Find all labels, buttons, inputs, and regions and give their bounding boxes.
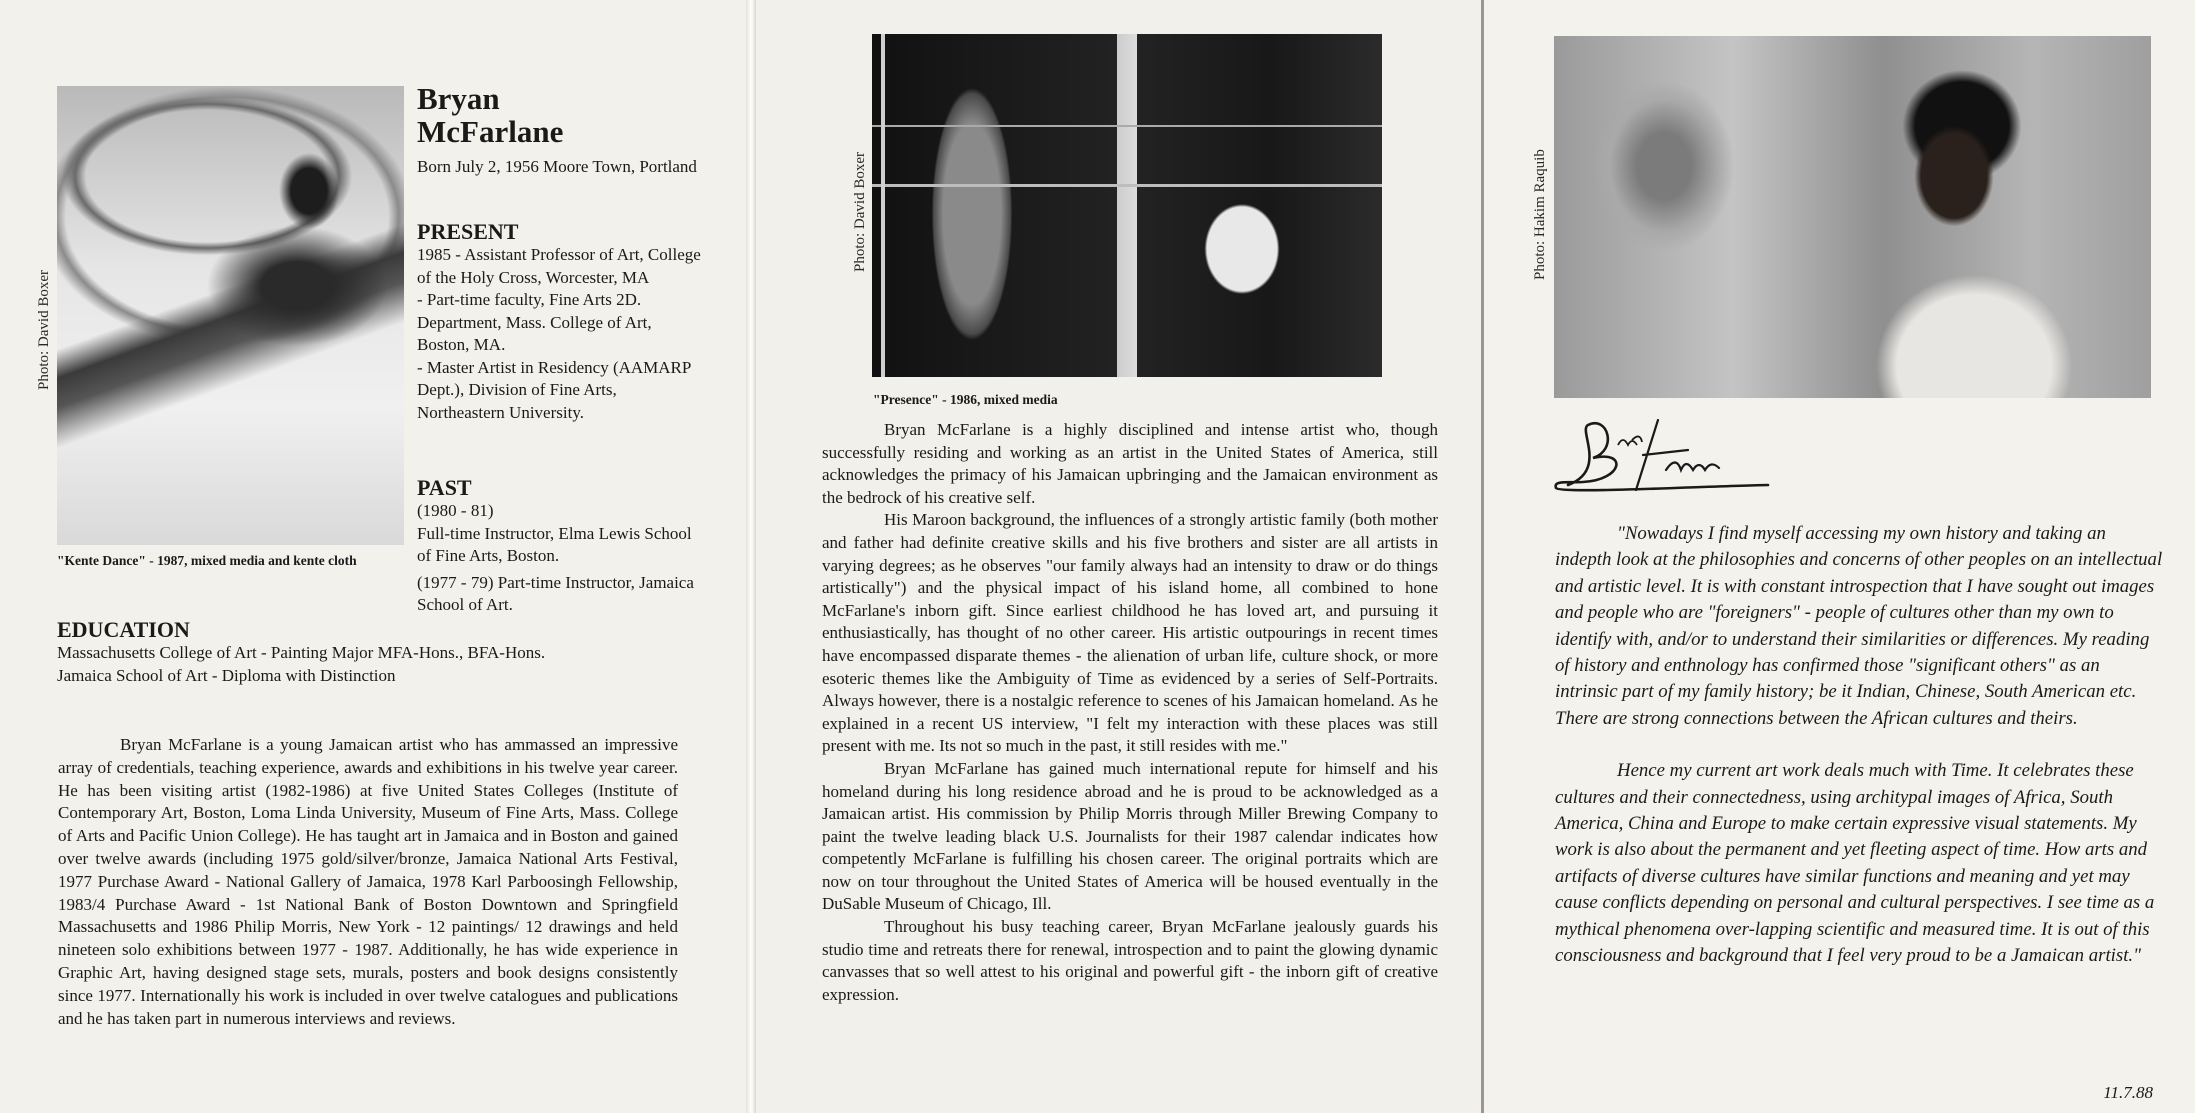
- paragraph: Throughout his busy teaching career, Bryan McFarlane jealously guards his studio time and retreats there for renewal, introspection and to paint the glowing dynamic canvasses that so well attest to his original and powerful gift - the inborn gift of creative expression.: [822, 917, 1438, 1004]
- present-section: [417, 220, 707, 424]
- present-item: - Master Artist in Residency (AAMARP Dept.), Division of Fine Arts, Northeastern University.: [417, 357, 691, 422]
- artist-first-name: Bryan: [417, 81, 500, 116]
- photo-credit: Photo: David Boxer: [852, 152, 868, 272]
- present-item: - Part-time faculty, Fine Arts 2D. Department, Mass. College of Art, Boston, MA.: [417, 290, 652, 354]
- presence-artwork-image: [872, 34, 1382, 377]
- section-heading: EDUCATION: [57, 617, 190, 642]
- artwork-caption: "Kente Dance" - 1987, mixed media and kente cloth: [57, 553, 357, 568]
- birth-info: Born July 2, 1956 Moore Town, Portland: [417, 157, 697, 176]
- artist-last-name: McFarlane: [417, 114, 564, 149]
- present-item: 1985 - Assistant Professor of Art, College of the Holy Cross, Worcester, MA: [417, 245, 701, 287]
- paragraph: Bryan McFarlane is a highly disciplined and intense artist who, though successfully residing and working as an artist in the United States of America, still acknowledges the primacy of his Jamaican upbringing and the Jamaican environment as the bedrock of his creative self.: [822, 420, 1438, 507]
- biography-text: [822, 419, 1438, 1006]
- photo-credit: Photo: David Boxer: [36, 270, 52, 390]
- past-item: (1980 - 81): [417, 501, 494, 520]
- quote-paragraph: "Nowadays I find myself accessing my own history and taking an indepth look at the philosophies and concerns of other peoples on an intellectual and artistic level. It is with constant introspection that I have sought out images and people who are "foreigners" - people of cultures other than my own to identify with, and/or to understand their similarities or differences. My reading of history and enthnology has confirmed those "significant others" as an intrinsic part of my family history; be it Indian, Chinese, South American etc. There are strong connections between the African cultures and theirs.: [1555, 523, 2163, 729]
- section-heading: PAST: [417, 475, 472, 500]
- section-heading: PRESENT: [417, 219, 519, 244]
- paragraph: Bryan McFarlane has gained much international repute for himself and his homeland during his long residence abroad and he is proud to be acknowledged as a Jamaican artist. His commission by Philip Morris through Miller Brewing Company to paint the twelve leading black U.S. Journalists for their 1987 calendar indicates how competently McFarlane is fulfilling his chosen career. The original portraits which are now on tour throughout the United States of America will be housed eventually in the DuSable Museum of Chicago, Ill.: [822, 758, 1438, 914]
- kente-dance-artwork-image: [57, 86, 404, 545]
- statement-date: 11.7.88: [2103, 1083, 2153, 1102]
- fold-line: [1481, 0, 1484, 1113]
- fold-line: [746, 0, 756, 1113]
- intro-paragraph: Bryan McFarlane is a young Jamaican artist who has ammassed an impressive array of credentials, teaching experience, awards and exhibitions in his twelve year career. He has been visiting artist (1982-1986) at five United States Colleges (Institute of Contemporary Art, Boston, Loma Linda University, Museum of Fine Arts, Mass. College of Arts and Pacific Union College). He has taught art in Jamaica and in Boston and gained over twelve awards (including 1975 gold/silver/bronze, Jamaica National Arts Festival, 1977 Purchase Award - National Gallery of Jamaica, 1978 Karl Parboosingh Fellowship, 1983/4 Purchase Award - 1st National Bank of Boston Downtown and Springfield Massachusetts and 1986 Philip Morris, New York - 12 paintings/ 12 drawings and held nineteen solo exhibitions between 1977 - 1987. Additionally, he has wide experience in Graphic Art, having designed stage sets, murals, posters and book designs consistently since 1977. Internationally his work is included in over twelve catalogues and publications and he has taken part in numerous interviews and reviews.: [58, 735, 678, 1028]
- paragraph: His Maroon background, the influences of a strongly artistic family (both mother and father had definite creative skills and his five brothers and sister are all artists in varying degrees; as he observes "our family always had an intensity to draw or do things artistically") and the physical impact of his island home, all combined to hone McFarlane's inborn gift. Since earliest childhood he has loved art, and pursuing it enthusiastically, has thought of no other career. His artistic outpourings in recent times have encompassed disparate themes - the alienation of urban life, culture shock, or more esoteric themes like the Ambiguity of Time as evidenced by a series of Self-Portraits. Always however, there is a nostalgic reference to scenes of his Jamaican homeland. As he explained in a recent US interview, "I felt my interaction with these places was still present with me. Its not so much in the past, it still resides with me.": [822, 510, 1438, 756]
- education-item: Jamaica School of Art - Diploma with Distinction: [57, 665, 396, 685]
- education-section: [57, 618, 697, 687]
- artist-statement: [1555, 521, 2165, 970]
- photo-credit: Photo: Hakim Raquib: [1532, 149, 1548, 280]
- education-item: Massachusetts College of Art - Painting Major MFA-Hons., BFA-Hons.: [57, 643, 546, 662]
- past-item: (1977 - 79) Part-time Instructor, Jamaica School of Art.: [417, 572, 694, 614]
- past-section: [417, 476, 707, 617]
- signature-icon: [1548, 410, 1788, 500]
- artist-portrait-photo: [1554, 36, 2151, 398]
- artist-name: [417, 82, 563, 148]
- past-item: Full-time Instructor, Elma Lewis School of Fine Arts, Boston.: [417, 523, 692, 565]
- artwork-caption: "Presence" - 1986, mixed media: [873, 392, 1058, 407]
- quote-paragraph: Hence my current art work deals much with Time. It celebrates these cultures and their connectedness, using architypal images of Africa, South America, China and Europe to make certain expressive visual statements. My work is also about the permanent and yet fleeting aspect of time. How arts and artifacts of diverse cultures have similar functions and meaning and yet may cause conflicts depending on personal and cultural perspectives. I see time as a mythical phenomena over-lapping scientific and measured time. It is out of this consciousness and background that I feel very proud to be a Jamaican artist.": [1555, 760, 2155, 967]
